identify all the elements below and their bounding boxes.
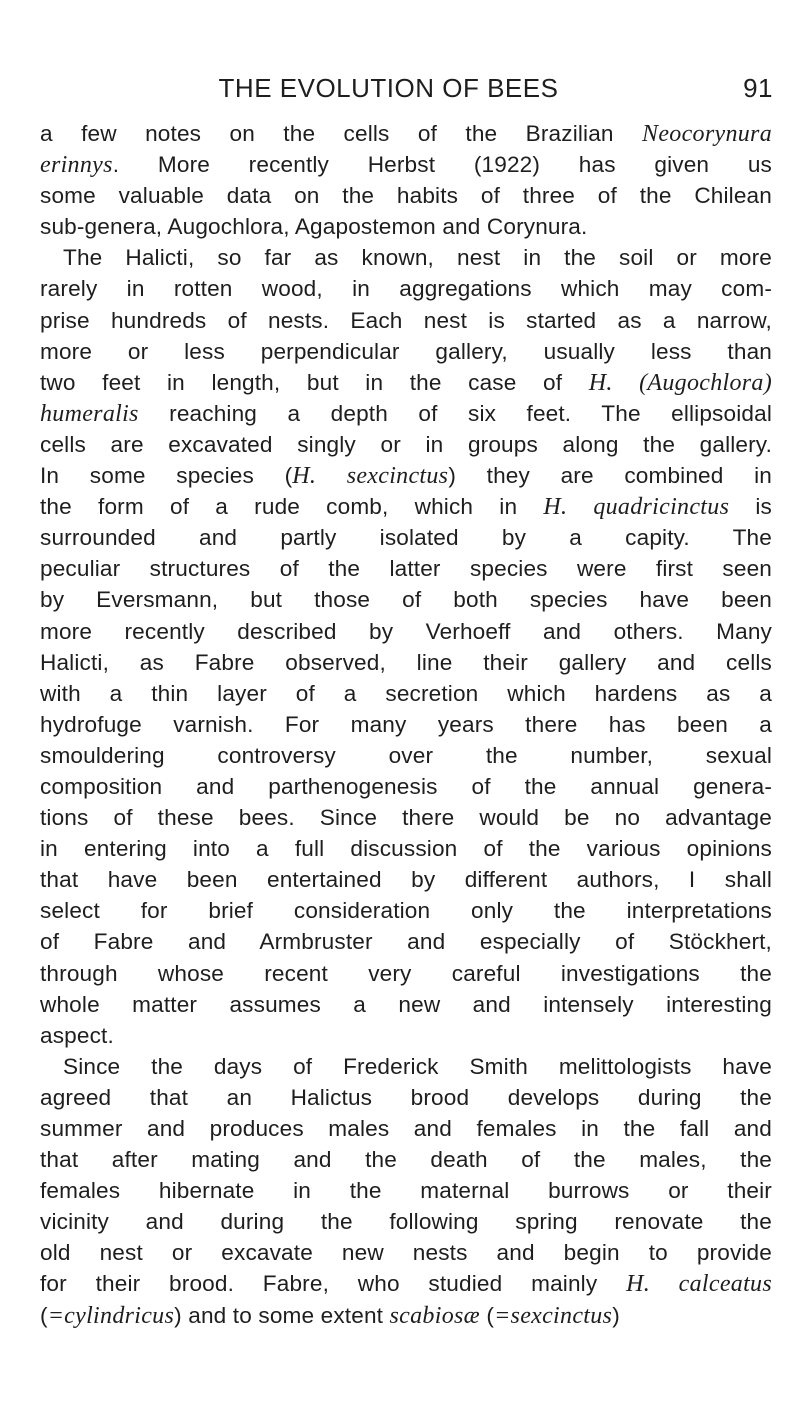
text-line [40, 771, 772, 802]
text-run: composition and parthenogenesis of the annual genera- [40, 773, 772, 799]
text-line [40, 336, 772, 367]
text-line [40, 149, 772, 180]
text-run: for their brood. Fabre, who studied mainly [40, 1271, 627, 1297]
text-run: peculiar structures of the latter species were first seen [40, 556, 772, 582]
text-run: that after mating and the death of the males, the [40, 1147, 772, 1173]
text-run: the form of a rude comb, which in [40, 494, 544, 520]
text-run: a few notes on the cells of the Brazilian [40, 121, 643, 146]
text-line [40, 616, 772, 647]
text-line [40, 305, 772, 336]
body-text [40, 118, 772, 1331]
text-run: two feet in length, but in the case of [40, 369, 589, 395]
text-line [40, 1113, 772, 1144]
text-line [40, 1020, 772, 1051]
running-title: THE EVOLUTION OF BEES [218, 73, 559, 103]
text-line [40, 678, 772, 709]
text-run: old nest or excavate new nests and begin to provide [40, 1240, 772, 1266]
text-run: reaching a depth of six feet. The ellipsoidal [138, 400, 772, 426]
text-run: aspect. [40, 1022, 114, 1048]
text-run: smouldering controversy over the number, sexual [40, 742, 772, 768]
text-run: summer and produces males and females in the fall and [40, 1116, 772, 1141]
text-run: ) they are combined in [448, 463, 773, 489]
text-run: some valuable data on the habits of three of the Chilean [40, 183, 772, 209]
text-run: Halicti, as Fabre observed, line their gallery and cells [40, 649, 772, 675]
text-run: ( [479, 1302, 495, 1328]
italic-term: H. sexcinctus [292, 463, 449, 490]
page-number: 91 [743, 73, 773, 103]
paragraph [40, 118, 772, 242]
text-run: surrounded and partly isolated by a capity. The [40, 525, 772, 551]
text-run: females hibernate in the maternal burrows or their [40, 1178, 772, 1204]
text-line [40, 460, 772, 491]
text-line [40, 647, 772, 678]
text-line [40, 1175, 772, 1206]
text-line [40, 864, 772, 895]
text-run: . More recently Herbst (1922) has given us [112, 152, 772, 178]
italic-term: =sexcinctus [494, 1302, 613, 1329]
text-run: vicinity and during the following spring renovate the [40, 1209, 772, 1235]
paragraph [40, 1051, 772, 1331]
text-line [40, 802, 772, 833]
paragraph [40, 242, 772, 1050]
text-line [40, 989, 772, 1020]
text-line [40, 429, 772, 460]
text-run: that have been entertained by different authors, I shall [40, 867, 772, 893]
text-line [40, 833, 772, 864]
text-run: ) [612, 1302, 620, 1328]
text-run: whole matter assumes a new and intensely interesting [40, 991, 772, 1017]
text-run: agreed that an Halictus brood develops during the [40, 1084, 772, 1110]
text-line [40, 273, 772, 304]
text-line [40, 398, 772, 429]
text-run: rarely in rotten wood, in aggregations which may com- [40, 276, 772, 302]
text-run: through whose recent very careful investigations the [40, 960, 772, 986]
text-line [40, 118, 772, 149]
text-run: more recently described by Verhoeff and others. Many [40, 618, 772, 644]
italic-term: Neocorynura [642, 121, 772, 147]
text-run: hydrofuge varnish. For many years there has been a [40, 711, 772, 737]
italic-term: H. quadricinctus [543, 494, 730, 521]
text-line [40, 926, 772, 957]
text-line [40, 553, 772, 584]
text-line [40, 740, 772, 771]
text-line [40, 1300, 772, 1331]
text-run: prise hundreds of nests. Each nest is started as a narrow, [40, 307, 772, 333]
italic-term: scabiosæ [389, 1302, 480, 1329]
text-line [40, 895, 772, 926]
italic-term: erinnys [40, 152, 113, 179]
text-run: The Halicti, so far as known, nest in the soil or more [63, 245, 772, 271]
text-run: with a thin layer of a secretion which hardens as a [40, 680, 772, 706]
text-line [40, 1206, 772, 1237]
text-line [40, 1237, 772, 1268]
text-line [40, 1051, 772, 1082]
text-line [40, 1082, 772, 1113]
italic-term: =cylindricus [47, 1302, 175, 1329]
text-run: is [729, 494, 773, 520]
text-line [40, 180, 772, 211]
text-line [40, 1144, 772, 1175]
text-line [40, 1268, 772, 1299]
text-run: cells are excavated singly or in groups along the gallery. [40, 431, 772, 457]
italic-term: H. (Augochlora) [588, 369, 772, 396]
text-run: by Eversmann, but those of both species have been [40, 587, 772, 613]
text-line [40, 584, 772, 615]
text-line [40, 491, 772, 522]
text-run: ) and to some extent [174, 1302, 390, 1328]
text-line [40, 958, 772, 989]
text-line [40, 242, 772, 273]
text-line [40, 211, 772, 242]
text-run: sub-genera, Augochlora, Agapostemon and Corynura. [40, 214, 588, 240]
text-run: tions of these bees. Since there would be no advantage [40, 805, 772, 831]
text-run: of Fabre and Armbruster and especially of Stöckhert, [40, 929, 772, 955]
running-head [64, 73, 773, 109]
text-line [40, 709, 772, 740]
text-run: In some species ( [40, 463, 293, 489]
italic-term: humeralis [40, 400, 139, 427]
text-line [40, 522, 772, 553]
text-run: in entering into a full discussion of the various opinions [40, 836, 772, 862]
text-run: ( [40, 1302, 48, 1328]
italic-term: H. calceatus [626, 1271, 772, 1298]
text-run: select for brief consideration only the interpretations [40, 898, 772, 924]
text-run: Since the days of Frederick Smith melittologists have [63, 1053, 772, 1079]
text-line [40, 367, 772, 398]
text-run: more or less perpendicular gallery, usually less than [40, 338, 772, 364]
